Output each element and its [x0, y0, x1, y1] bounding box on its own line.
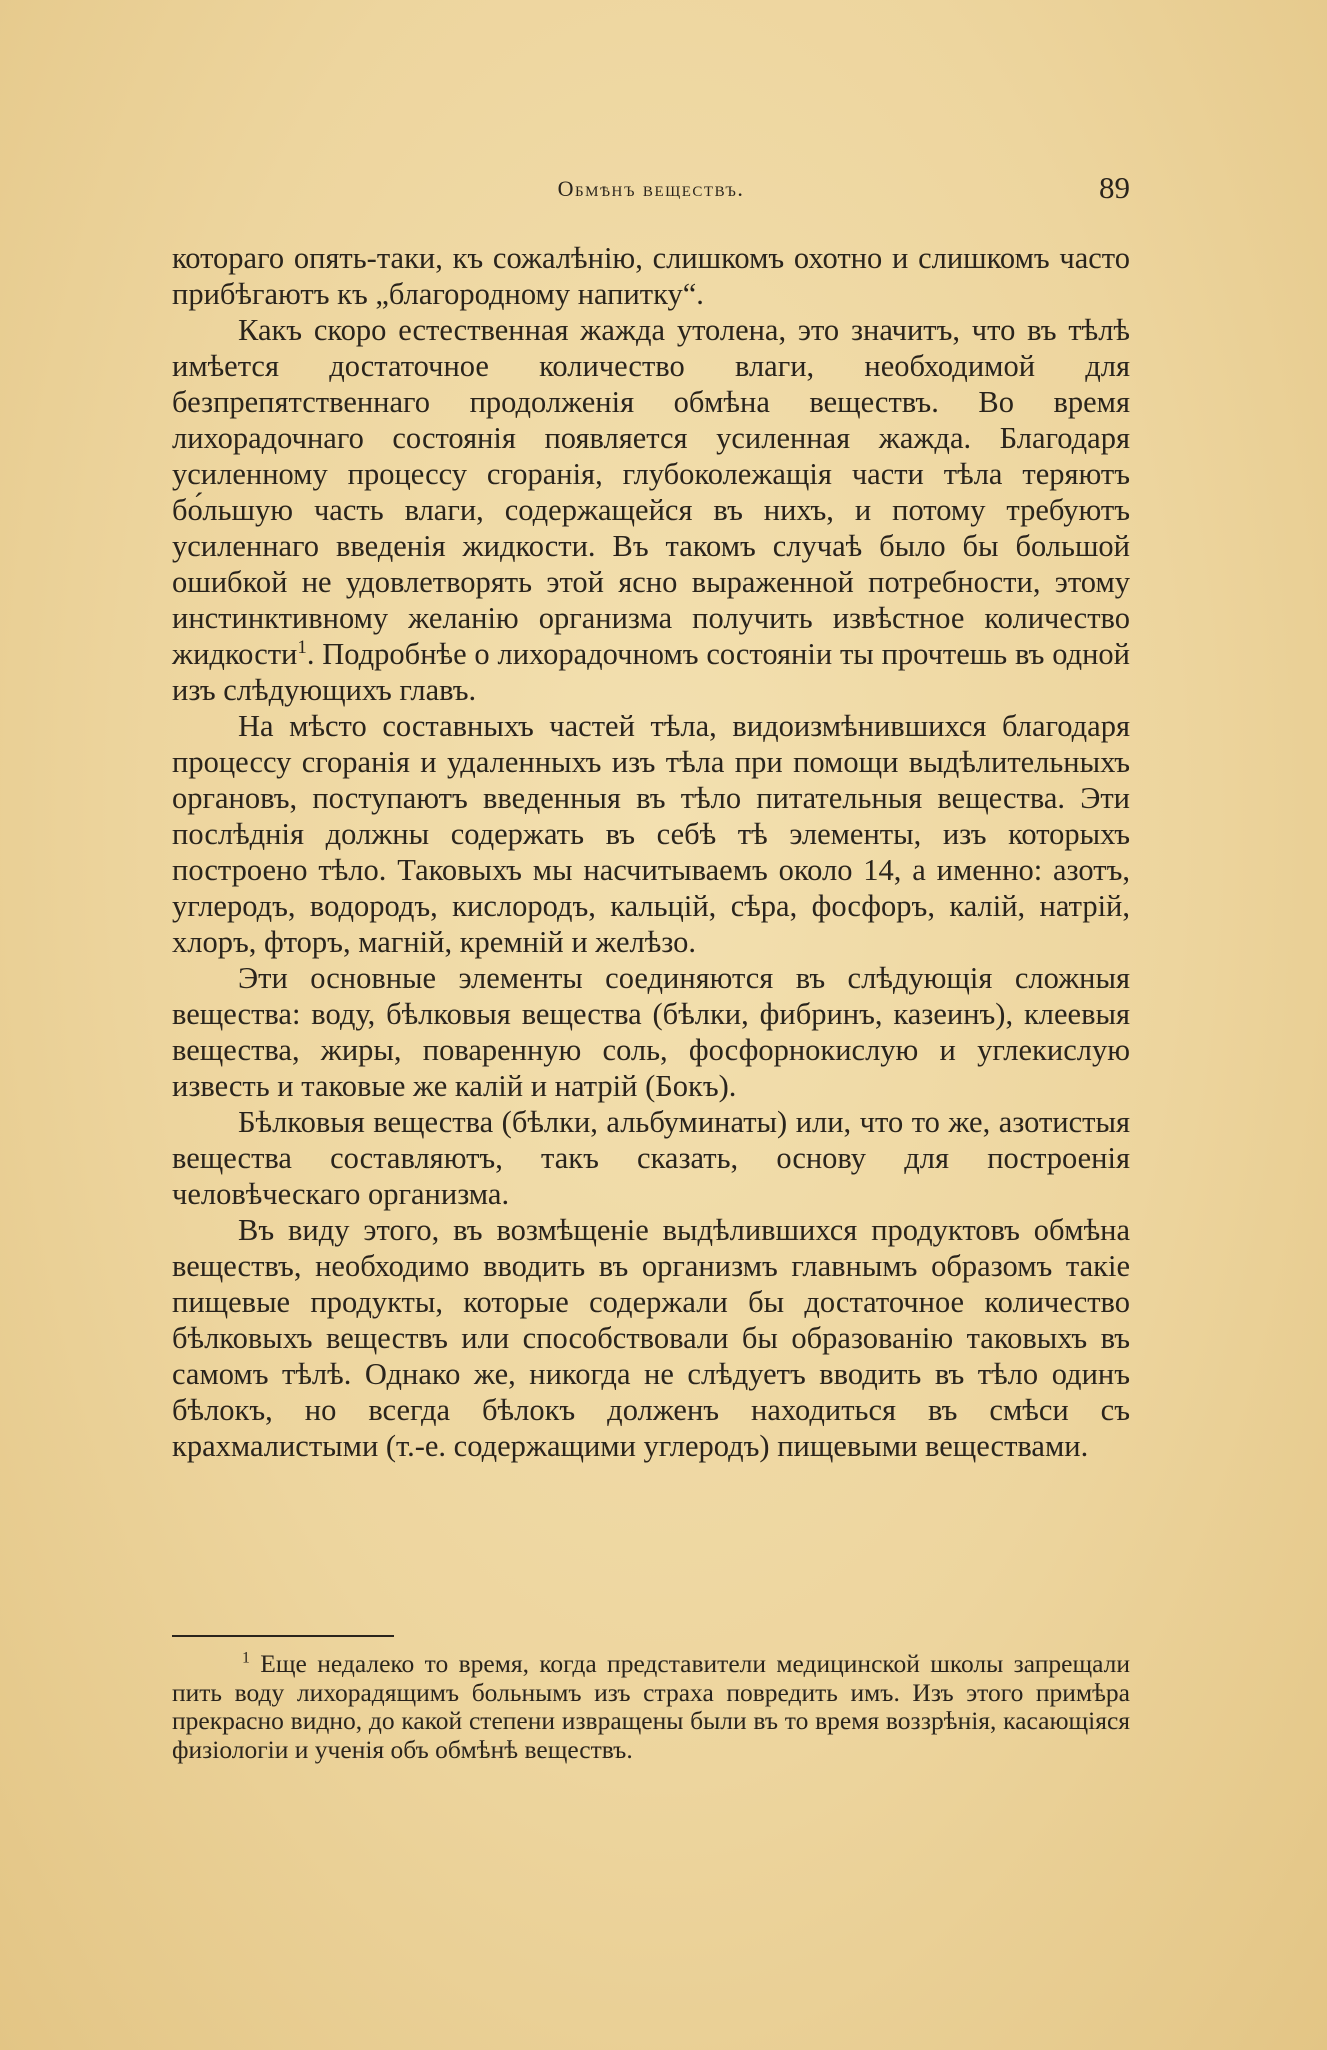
paragraph-text-continued: . Подробнѣе о лихорадочномъ состояніи ты прочтешь въ одной изъ слѣдующихъ главъ. [172, 637, 1130, 707]
footnote-divider [172, 1635, 394, 1637]
main-text [172, 240, 1130, 1464]
footnote-paragraph [172, 1650, 1130, 1764]
footnote [172, 1650, 1130, 1764]
paragraph-text: На мѣсто составныхъ частей тѣла, видоизмѣнившихся благодаря процессу сгоранія и удаленныхъ изъ тѣла при помощи выдѣлительныхъ органовъ, поступаютъ введенныя въ тѣло питательныя вещества. Эти послѣднія должны содержать въ себѣ тѣ элементы, изъ которыхъ построено тѣло. Таковыхъ мы насчитываемъ около 14, а именно: азотъ, углеродъ, водородъ, кислородъ, кальцій, сѣра, фосфоръ, калій, натрій, хлоръ, фторъ, магній, кремній и желѣзо. [172, 709, 1130, 959]
paragraph-continuation [172, 240, 1130, 312]
paragraph-thirst [172, 312, 1130, 708]
page-number: 89 [1099, 170, 1130, 205]
paragraph-compounds [172, 960, 1130, 1104]
footnote-mark: 1 [242, 1649, 250, 1667]
footnote-reference: 1 [297, 636, 307, 658]
paragraph-elements [172, 708, 1130, 960]
footnote-text: Еще недалеко то время, когда представители медицинской школы запрещали пить воду лихорадящимъ больнымъ изъ страха повредить имъ. Изъ этого примѣра прекрасно видно, до какой степени извращены были въ то время воззрѣнія, касающіяся физіологіи и ученія объ обмѣнѣ веществъ. [172, 1649, 1130, 1764]
running-head: Обмѣнъ веществъ. [557, 176, 745, 201]
paragraph-text: Какъ скоро естественная жажда утолена, это значитъ, что въ тѣлѣ имѣется достаточное количество влаги, необходимой для безпрепятственнаго продолженія обмѣна веществъ. Во время лихорадочнаго состоянія появляется усиленная жажда. Благодаря усиленному процессу сгоранія, глубоколежащія части тѣла теряютъ бо́льшую часть влаги, содержащейся въ нихъ, и потому требуютъ усиленнаго введенія жидкости. Въ такомъ случаѣ было бы большой ошибкой не удовлетворять этой ясно выраженной потребности, этому инстинктивному желанію организма получить извѣстное количество жидкости [172, 313, 1130, 671]
paragraph-text: Бѣлковыя вещества (бѣлки, альбуминаты) или, что то же, азотистыя вещества составляютъ, такъ сказать, основу для построенія человѣческаго организма. [172, 1105, 1130, 1211]
paragraph-proteins [172, 1104, 1130, 1212]
paragraph-text: Въ виду этого, въ возмѣщеніе выдѣлившихся продуктовъ обмѣна веществъ, необходимо вводить въ организмъ главнымъ образомъ такіе пищевые продукты, которые содержали бы достаточное количество бѣлковыхъ веществъ или способствовали бы образованію таковыхъ въ самомъ тѣлѣ. Однако же, никогда не слѣдуетъ вводить въ тѣло одинъ бѣлокъ, но всегда бѣлокъ долженъ находиться въ смѣси съ крахмалистыми (т.-е. содержащими углеродъ) пищевыми веществами. [172, 1213, 1130, 1463]
paragraph-text: Эти основные элементы соединяются въ слѣдующія сложныя вещества: воду, бѣлковыя вещества (бѣлки, фибринъ, казеинъ), клеевыя вещества, жиры, поваренную соль, фосфорнокислую и углекислую известь и таковые же калій и натрій (Бокъ). [172, 961, 1130, 1103]
paragraph-nutrition [172, 1212, 1130, 1464]
page-header [172, 170, 1130, 210]
paragraph-text: котораго опять-таки, къ сожалѣнію, слишкомъ охотно и слишкомъ часто прибѣгаютъ къ „благородному напитку“. [172, 241, 1130, 311]
